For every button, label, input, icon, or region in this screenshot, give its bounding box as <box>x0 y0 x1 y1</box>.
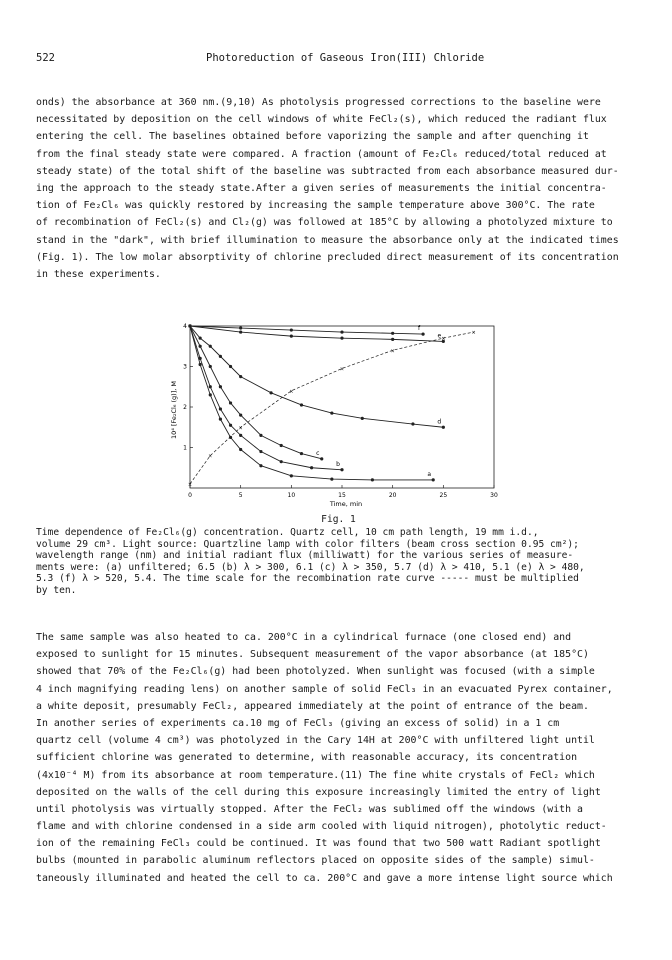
series-label-e: e <box>437 332 442 340</box>
series-point-d <box>229 365 232 368</box>
series-point-c <box>320 457 323 460</box>
text-line: bulbs (mounted in parabolic aluminum reflectors placed on opposite sides of the sample) simul- <box>36 855 595 867</box>
text-line: 4 inch magnifying reading lens) on another sample of solid FeCl₃ in an evacuated Pyrex container, <box>36 683 613 695</box>
text-line: flame and with chlorine condensed in a side arm cooled with liquid nitrogen), photolytic reduct- <box>36 821 607 833</box>
series-label-b: b <box>336 460 340 468</box>
x-tick-label: 25 <box>439 492 448 499</box>
text-line: a white deposit, presumably FeCl₂, appeared immediately at the point of entrance of the beam. <box>36 700 589 712</box>
series-point-recombination: × <box>441 336 446 343</box>
series-point-d <box>209 345 212 348</box>
y-tick-label: 4 <box>183 323 187 330</box>
text-line: taneously illuminated and heated the cell to ca. 200°C and gave a more intense light source which <box>36 872 613 884</box>
series-point-b <box>239 434 242 437</box>
caption-line: volume 29 cm³. Light source: Quartzline lamp with color filters (beam cross section 0.95 cm²); <box>36 538 579 550</box>
series-point-b <box>199 357 202 360</box>
text-line: quartz cell (volume 4 cm³) was photolyzed in the Cary 14H at 200°C with unfiltered light until <box>36 735 595 747</box>
series-point-recombination: × <box>187 481 193 488</box>
text-line: In another series of experiments ca.10 mg of FeCl₃ (giving an excess of solid) in a 1 cm <box>36 717 560 729</box>
series-point-recombination: × <box>208 453 213 460</box>
series-label-d: d <box>437 418 442 426</box>
series-point-b <box>340 468 343 471</box>
caption-line: Time dependence of Fe₂Cl₆(g) concentration. Quartz cell, 10 cm path length, 19 mm i.d., <box>36 527 539 538</box>
y-tick-label: 1 <box>183 444 187 452</box>
series-line-d <box>190 326 446 427</box>
text-line: (4x10⁻⁴ M) from its absorbance at room temperature.(11) The fine white crystals of FeCl₂ which <box>36 769 595 781</box>
series-point-d <box>330 411 333 414</box>
x-tick-label: 20 <box>388 492 397 499</box>
series-label-f: f <box>418 325 421 333</box>
series-point-a <box>371 478 374 481</box>
x-tick-label: 15 <box>338 492 346 499</box>
x-tick-label: 5 <box>238 492 243 499</box>
series-point-b <box>259 450 262 453</box>
caption-line: 5.3 (f) λ > 520, 5.4. The time scale for the recombination rate curve ----- must be multiplied <box>36 573 579 585</box>
paragraph-1 <box>36 94 641 283</box>
series-point-d <box>300 403 303 406</box>
text-line: ing the approach to the steady state.After a given series of measurements the initial concentra- <box>36 182 607 194</box>
series-label-a: a <box>427 470 432 478</box>
series-point-f <box>340 330 343 333</box>
series-point-c <box>239 414 242 417</box>
y-tick-label: 3 <box>183 363 187 371</box>
y-tick-label: 2 <box>183 404 187 411</box>
text-line: (Fig. 1). The low molar absorptivity of chlorine precluded direct measurement of its concentration <box>36 251 619 263</box>
caption-line: ments were: (a) unfiltered; 6.5 (b) λ > 300, 6.1 (c) λ > 350, 5.7 (d) λ > 410, 5.1 (e) λ > 480, <box>36 561 585 573</box>
x-tick-label: 10 <box>287 492 296 499</box>
text-line: exposed to sunlight for 15 minutes. Subsequent measurement of the vapor absorbance (at 185°C) <box>36 649 589 661</box>
series-point-b <box>219 407 222 410</box>
series-point-d <box>239 375 242 378</box>
text-line: from the final steady state were compared. A fraction (amount of Fe₂Cl₆ reduced/total reduced at <box>36 148 607 160</box>
series-point-b <box>280 460 283 463</box>
text-line: until photolysis was virtually stopped. After the FeCl₂ was sublimed off the windows (with a <box>36 803 583 815</box>
series-point-e <box>239 330 242 333</box>
series-point-e <box>391 338 394 341</box>
series-point-c <box>280 444 283 447</box>
series-point-recombination: × <box>471 330 476 337</box>
x-tick-label: 30 <box>490 492 498 499</box>
text-line: in these experiments. <box>36 268 161 280</box>
text-line: stand in the "dark", with brief illumination to measure the absorbance only at the indicated times <box>36 234 619 246</box>
series-point-c <box>199 345 202 348</box>
text-line: entering the cell. The baselines obtained before vaporizing the sample and after quenching it <box>36 131 589 143</box>
series-point-e <box>340 337 343 340</box>
text-line: steady state) of the total shift of the baseline was subtracted from each absorbance measured dur- <box>36 165 619 177</box>
figure-1-chart <box>168 310 508 510</box>
x-tick-label: 0 <box>188 492 192 499</box>
series-point-f <box>391 332 394 335</box>
series-point-a <box>330 477 333 480</box>
x-axis-label: Time, min <box>329 500 363 508</box>
chart-series-labels <box>316 325 441 478</box>
text-line: onds) the absorbance at 360 nm.(9,10) As photolysis progressed corrections to the baseline were <box>36 97 601 108</box>
chart-axes <box>187 326 494 488</box>
series-point-recombination: × <box>289 388 294 395</box>
series-point-d <box>269 391 272 394</box>
series-point-d <box>219 355 222 358</box>
running-title: Photoreduction of Gaseous Iron(III) Chloride <box>206 52 485 64</box>
series-point-c <box>259 434 262 437</box>
series-point-b <box>310 466 313 469</box>
series-point-c <box>219 385 222 388</box>
text-line: ion of the remaining FeCl₃ could be continued. It was found that two 500 watt Radiant spotlight <box>36 838 601 850</box>
caption-line: by ten. <box>36 584 77 596</box>
text-line: necessitated by deposition on the cell windows of white FeCl₂(s), which reduced the radiant flux <box>36 114 607 126</box>
series-point-recombination: × <box>390 348 395 355</box>
chart-series <box>188 324 476 488</box>
series-line-recombination <box>190 332 474 484</box>
text-line: showed that 70% of the Fe₂Cl₆(g) had been photolyzed. When sunlight was focused (with a simple <box>36 666 595 678</box>
series-point-a <box>239 448 242 451</box>
series-point-a <box>199 363 202 366</box>
series-point-b <box>209 385 212 388</box>
series-point-d <box>199 337 202 340</box>
series-point-a <box>432 478 435 481</box>
series-point-a <box>259 464 262 467</box>
figure-1 <box>168 310 508 510</box>
series-point-a <box>219 418 222 421</box>
series-point-a <box>290 474 293 477</box>
plot-frame <box>187 326 494 488</box>
y-axis-label: 10⁴ [Fe₂Cl₆ (g)], M <box>170 381 178 439</box>
text-line: The same sample was also heated to ca. 200°C in a cylindrical furnace (one closed end) and <box>36 632 572 643</box>
series-point-f <box>239 326 242 329</box>
series-point-d <box>442 426 445 429</box>
series-point-recombination: × <box>339 366 345 373</box>
series-line-b <box>190 326 345 470</box>
text-line: of recombination of FeCl₂(s) and Cl₂(g) was followed at 185°C by allowing a photolyzed mixture to <box>36 217 613 229</box>
series-label-c: c <box>316 449 320 457</box>
text-line: sufficient chlorine was generated to determine, with reasonable accuracy, its concentration <box>36 752 578 764</box>
series-point-f <box>188 324 191 327</box>
text-line: tion of Fe₂Cl₆ was quickly restored by increasing the sample temperature above 300°C. The rate <box>36 200 595 212</box>
series-point-b <box>229 424 232 427</box>
series-point-c <box>300 452 303 455</box>
series-point-f <box>421 333 424 336</box>
series-point-c <box>209 365 212 368</box>
series-point-e <box>290 335 293 338</box>
text-line: deposited on the walls of the cell during this exposure increasingly limited the entry of light <box>36 786 601 798</box>
series-point-f <box>290 328 293 331</box>
caption-line: wavelength range (nm) and initial radiant flux (milliwatt) for the various series of measure- <box>36 550 574 562</box>
paragraph-2 <box>36 629 641 887</box>
series-point-recombination: × <box>238 425 243 432</box>
chart-ticks <box>183 323 498 499</box>
series-point-a <box>209 393 212 396</box>
series-point-d <box>411 422 414 425</box>
series-point-d <box>361 417 364 420</box>
series-point-c <box>229 401 232 404</box>
page-number: 522 <box>36 52 55 64</box>
figure-label: Fig. 1 <box>321 514 356 525</box>
